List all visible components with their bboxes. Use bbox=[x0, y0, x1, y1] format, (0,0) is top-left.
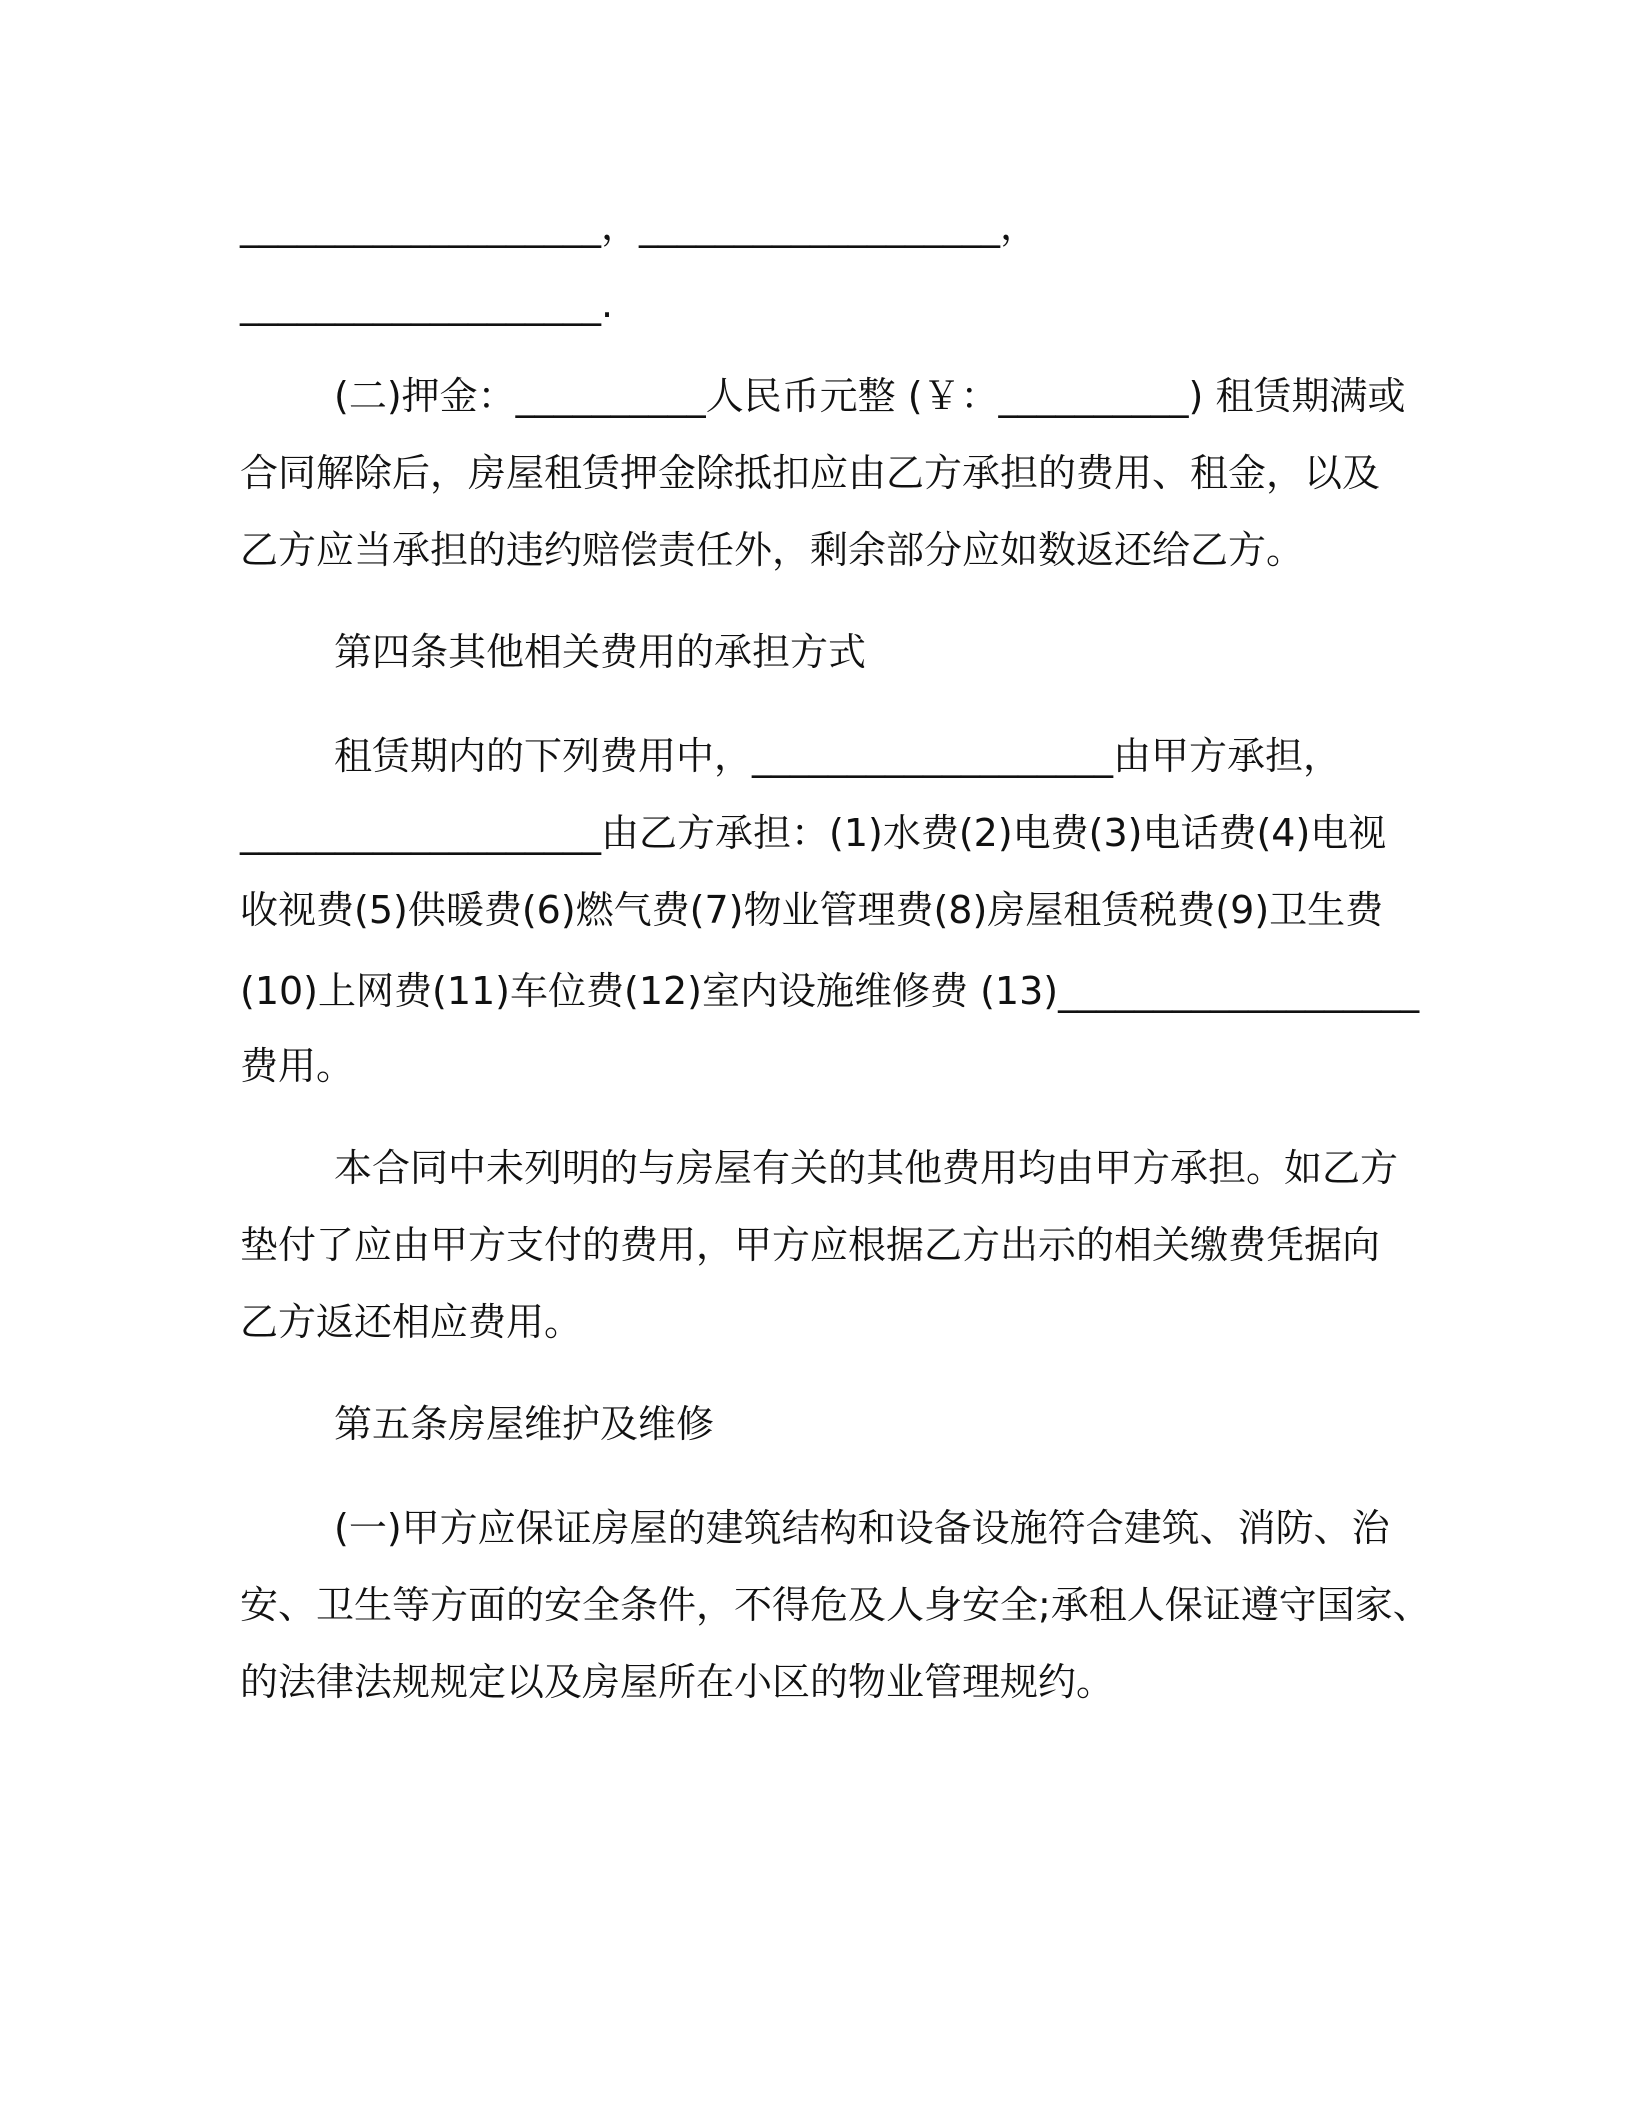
article-four-heading: 第四条其他相关费用的承担方式 bbox=[334, 630, 867, 674]
other-fees-line: 乙方返还相应费用。 bbox=[240, 1300, 583, 1344]
fees-clause-line: 费用。 bbox=[240, 1044, 355, 1088]
fees-clause-line: 收视费(5)供暖费(6)燃气费(7)物业管理费(8)房屋租赁税费(9)卫生费 bbox=[240, 888, 1384, 932]
other-fees-line: 垫付了应由甲方支付的费用，甲方应根据乙方出示的相关缴费凭据向 bbox=[240, 1223, 1381, 1267]
deposit-clause-line: (二)押金：__________人民币元整 (￥：__________) 租赁期满或 bbox=[334, 374, 1406, 418]
fees-clause-line: 租赁期内的下列费用中，___________________由甲方承担， bbox=[334, 734, 1342, 778]
maintenance-clause-line: 安、卫生等方面的安全条件，不得危及人身安全;承租人保证遵守国家、 bbox=[240, 1583, 1431, 1627]
other-fees-line: 本合同中未列明的与房屋有关的其他费用均由甲方承担。如乙方 bbox=[334, 1146, 1399, 1190]
maintenance-clause-line: 的法律法规规定以及房屋所在小区的物业管理规约。 bbox=[240, 1660, 1115, 1704]
deposit-clause-line: 合同解除后，房屋租赁押金除抵扣应由乙方承担的费用、租金，以及 bbox=[240, 451, 1381, 495]
fees-clause-line: (10)上网费(11)车位费(12)室内设施维修费 (13)___________________ bbox=[240, 969, 1420, 1013]
article-five-heading: 第五条房屋维护及维修 bbox=[334, 1402, 715, 1446]
fees-clause-line: ___________________由乙方承担：(1)水费(2)电费(3)电话费(4)电视 bbox=[240, 811, 1387, 855]
maintenance-clause-line: (一)甲方应保证房屋的建筑结构和设备设施符合建筑、消防、治 bbox=[334, 1506, 1390, 1550]
blank-fields-line: ___________________，___________________， bbox=[240, 204, 1039, 248]
blank-fields-line: ___________________. bbox=[240, 282, 614, 326]
deposit-clause-line: 乙方应当承担的违约赔偿责任外，剩余部分应如数返还给乙方。 bbox=[240, 528, 1305, 572]
